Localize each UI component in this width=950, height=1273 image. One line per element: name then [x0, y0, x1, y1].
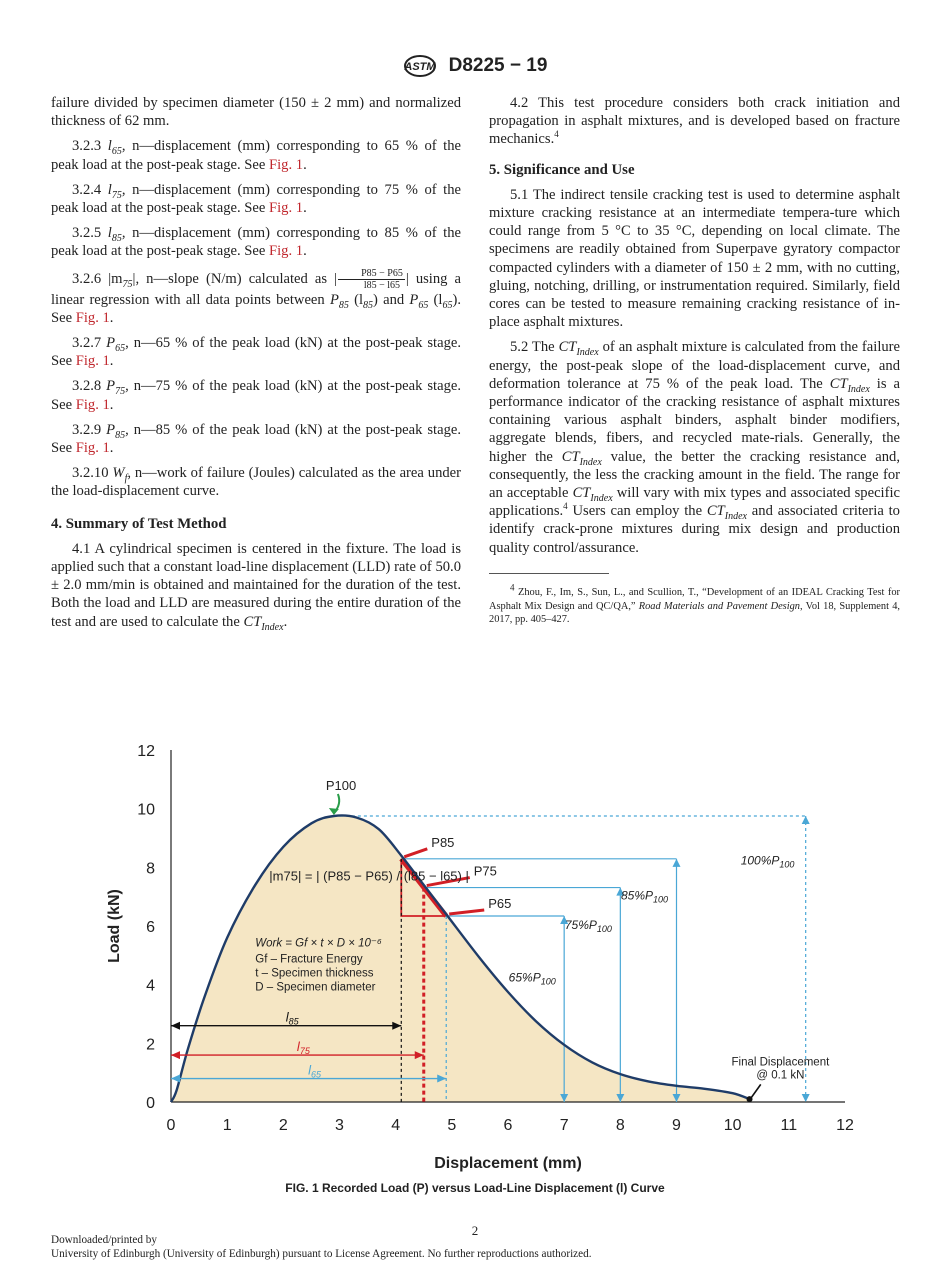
- p100-arrowhead: [329, 808, 339, 815]
- final-arrow: [751, 1084, 761, 1098]
- level-arrow-down: [802, 1094, 810, 1102]
- para-3-2-9: 3.2.9 $P_{85}$, n—85 % of the peak load (kN) at the post-peak stage. See Fig. 1.: [51, 421, 462, 457]
- slope-fraction: $\frac{P85 - P65}{l85 - l65}$: [338, 268, 405, 291]
- work-formula: Work = Gf × t × D × 10⁻⁶: [255, 937, 382, 950]
- legend-line: t – Specimen thickness: [255, 967, 374, 980]
- l85-label: $l_{85}$: [285, 1009, 299, 1027]
- page-number: 2: [471, 1223, 479, 1238]
- level-arrow-up: [673, 859, 681, 867]
- x-tick-label: 10: [723, 1117, 742, 1134]
- y-tick-label: 10: [137, 801, 155, 819]
- x-tick-label: 8: [615, 1117, 625, 1134]
- x-tick-label: 9: [672, 1117, 681, 1134]
- legend-line: Gf – Fracture Energy: [255, 953, 363, 966]
- x-tick-label: 2: [278, 1117, 288, 1134]
- final-displacement-sublabel: @ 0.1 kN: [756, 1069, 805, 1082]
- para-4-1: 4.1 A cylindrical specimen is centered in the fixture. The load is applied such that a constant load-line displacement (LLD) rate of 50.0 ± 2.0 mm/min is obtained and maintained for the duration of the test. Both the load and LLD are measured during the entire duration of the test and are used to calculate the $CT_{Index}$.: [51, 540, 461, 633]
- fig-1-link[interactable]: Fig. 1: [75, 396, 110, 413]
- fig-1-link[interactable]: Fig. 1: [75, 353, 110, 370]
- x-tick-label: 12: [836, 1117, 854, 1134]
- y-tick-label: 8: [146, 860, 155, 878]
- fig-1-link[interactable]: Fig. 1: [75, 309, 110, 326]
- y-tick-label: 4: [146, 977, 155, 995]
- p85-pointer: [404, 849, 427, 857]
- final-displacement-label: Final Displacement: [731, 1056, 830, 1069]
- l85-arrow-left: [171, 1022, 180, 1030]
- y-tick-label: 12: [137, 743, 155, 760]
- download-footer: [51, 1233, 592, 1261]
- para-5-1: 5.1 The indirect tensile cracking test is used to determine asphalt mixture cracking resistance at an intermediate tempera-ture which could range from 5 °C to 35 °C, depending on local climate. The specimens are readily obtained from Superpave gyratory compactor compacted cylinders with a diameter of 150 ± 2 mm, with no cutting, gluing, notching, drilling, or instrumentation required. Similarly, field cores can be tested to measure remaining cracking resistance of in-place asphalt mixtures.: [489, 186, 900, 331]
- final-point: [747, 1096, 753, 1102]
- fig-1-link[interactable]: Fig. 1: [269, 200, 304, 217]
- x-tick-label: 7: [559, 1117, 569, 1134]
- p85-label: P85: [431, 834, 455, 850]
- x-tick-label: 1: [222, 1117, 232, 1134]
- para-3-2-8: 3.2.8 $P_{75}$, n—75 % of the peak load (kN) at the post-peak stage. See Fig. 1.: [51, 378, 462, 413]
- para-3-2-7: 3.2.7 $P_{65}$, n—65 % of the peak load (kN) at the post-peak stage. See Fig. 1.: [51, 335, 462, 370]
- footer-line-1: Downloaded/printed by: [51, 1234, 157, 1246]
- slope-formula: |m75| = | (P85 − P65) / (l85 − l65) |: [269, 868, 469, 884]
- section-4-heading: 4. Summary of Test Method: [51, 515, 227, 532]
- y-tick-label: 2: [146, 1036, 155, 1054]
- y-tick-label: 6: [146, 919, 155, 936]
- level-label: $85\%P_{100}$: [621, 888, 669, 905]
- load-displacement-chart: [95, 740, 855, 1180]
- x-axis-label: Displacement (mm): [434, 1155, 582, 1172]
- para-3-2-10: 3.2.10 $W_f$, n—work of failure (Joules) calculated as the area under the load-displacement curve.: [51, 465, 461, 500]
- level-arrow-up: [802, 816, 810, 824]
- y-axis-label: Load (kN): [106, 889, 123, 963]
- l65-label: $l_{65}$: [308, 1062, 322, 1080]
- l75-label: $l_{75}$: [296, 1039, 310, 1057]
- standard-designation: D8225 − 19: [448, 55, 548, 76]
- level-label: $75\%P_{100}$: [564, 917, 612, 934]
- l65-arrow-left: [171, 1075, 180, 1083]
- level-label: $65\%P_{100}$: [508, 970, 556, 987]
- footnote-4: $^4$ Zhou, F., Im, S., Sun, L., and Scullion, T., “Development of an IDEAL Cracking Test for Asphalt Mix Design and QC/QA,” Road Materials and Pavement Design, Vol 18, Supplement 4, 2017, pp. 405–427.: [489, 582, 901, 626]
- x-tick-label: 4: [391, 1117, 401, 1134]
- l75-arrow-left: [171, 1051, 180, 1059]
- y-tick-label: 0: [146, 1095, 155, 1112]
- level-label: $100\%P_{100}$: [740, 853, 795, 870]
- p100-label: P100: [325, 778, 357, 793]
- svg-text:ASTM: ASTM: [404, 61, 436, 73]
- fig-1-link[interactable]: Fig. 1: [269, 243, 304, 260]
- para-3-2-3: 3.2.3 $l_{65}$, n—displacement (mm) corresponding to 65 % of the peak load at the post-peak stage. See Fig. 1.: [51, 138, 462, 173]
- footer-line-2: University of Edinburgh (University of Edinburgh) pursuant to License Agreement. No further reproductions authorized.: [51, 1248, 592, 1260]
- p75-label: P75: [473, 863, 497, 879]
- astm-logo-icon: [403, 54, 437, 78]
- para-4-2: 4.2 This test procedure considers both crack initiation and propagation in asphalt mixtures, and is developed based on fracture mechanics.$^4$: [489, 95, 900, 148]
- p65-label: P65: [488, 896, 512, 912]
- x-tick-label: 5: [447, 1117, 457, 1134]
- footnote-rule: [489, 573, 609, 574]
- right-column: [489, 94, 900, 634]
- section-5-heading: 5. Significance and Use: [489, 161, 635, 178]
- para-continued: failure divided by specimen diameter (150 ± 2 mm) and normalized thickness of 62 mm.: [51, 95, 461, 130]
- left-column: [51, 94, 461, 638]
- fig-1-link[interactable]: Fig. 1: [269, 156, 304, 173]
- para-5-2: 5.2 The $CT_{Index}$ of an asphalt mixture is calculated from the failure energy, the post-peak slope of the load-displacement curve, and deformation tolerance at 75 % of the peak load. The $CT_{Index}$ is a performance indicator of the cracking resistance of asphalt mixtures containing various asphalt binders, asphalt binder modifiers, aggregate blends, fibers, and recycled mate-rials. Generally, the higher the $CT_{Index}$ value, the better the cracking resistance and, consequently, the less the cracking amount in the field. The range for an acceptable $CT_{Index}$ will vary with mix types and associated specific applications.$^4$ Users can employ the $CT_{Index}$ and associated criteria to identify crack-prone mixtures during mix design and production quality control/assurance.: [489, 339, 901, 556]
- para-3-2-6: 3.2.6 $|m_{75}|$, n—slope (N/m) calculated as | $\frac{P85 - P65}{l85 - l65}$ | using a linear regression with all data points between $P_{85}$ $(l_{85})$ and $P_{65}$ $(l_{65})$. See Fig. 1.: [51, 267, 461, 326]
- page-header: [0, 54, 950, 78]
- x-tick-label: 6: [503, 1117, 513, 1134]
- figure-caption: FIG. 1 Recorded Load (P) versus Load-Line Displacement (l) Curve: [285, 1181, 665, 1195]
- x-tick-label: 3: [335, 1117, 344, 1134]
- x-tick-label: 0: [166, 1117, 176, 1134]
- p65-pointer: [449, 910, 484, 914]
- fig-1-link[interactable]: Fig. 1: [75, 440, 110, 457]
- para-3-2-5: 3.2.5 $l_{85}$, n—displacement (mm) corresponding to 85 % of the peak load at the post-peak stage. See Fig. 1.: [51, 225, 462, 260]
- legend-line: D – Specimen diameter: [255, 981, 376, 994]
- para-3-2-4: 3.2.4 $l_{75}$, n—displacement (mm) corresponding to 75 % of the peak load at the post-peak stage. See Fig. 1.: [51, 181, 462, 217]
- x-tick-label: 11: [780, 1117, 798, 1134]
